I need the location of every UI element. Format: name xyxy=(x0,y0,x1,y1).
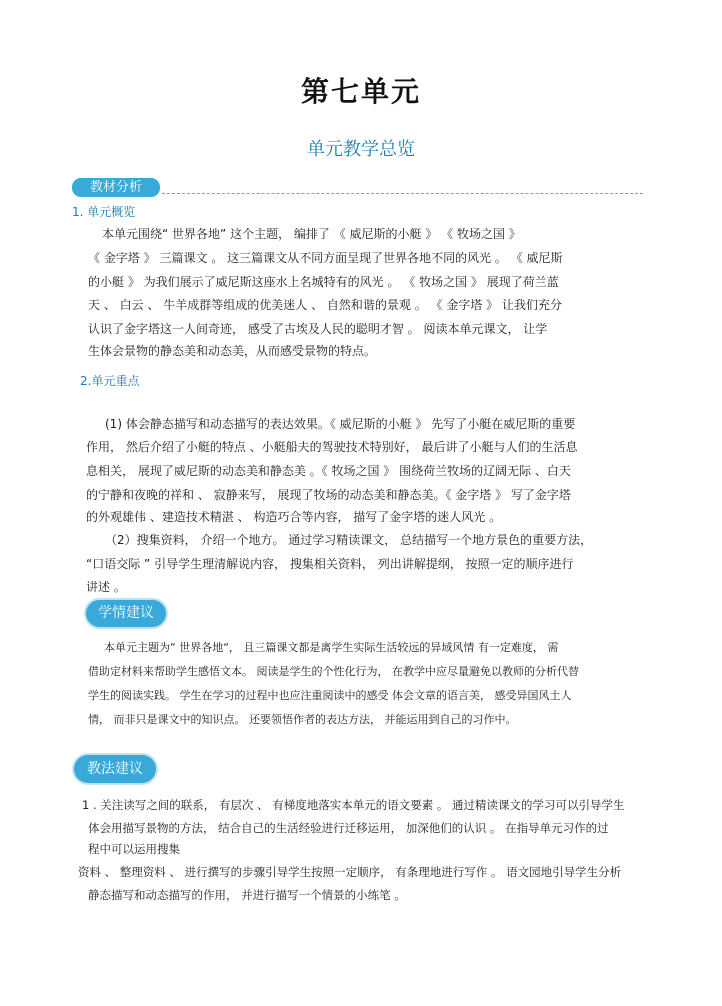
paragraph-line: 认识了金字塔这一人间奇迹， 感受了古埃及人民的聪明才智 。 阅读本单元课文， 让学 xyxy=(88,322,548,336)
section-tag-learning-advice: 学情建议 xyxy=(86,600,166,627)
paragraph-line: 息相关， 展现了威尼斯的动态美和静态美 。《 牧场之国 》 围绕荷兰牧场的辽阔无际 、白天 xyxy=(86,464,571,478)
paragraph-line: （2）搜集资料， 介绍一个地方。 通过学习精读课文， 总结描写一个地方景色的重要方法， xyxy=(105,533,593,547)
paragraph-line: 的宁静和夜晚的祥和 、 寂静来写， 展现了牧场的动态美和静态美。《 金字塔 》 写了金字塔 xyxy=(86,488,571,502)
paragraph-line: (1) 体会静态描写和动态描写的表达效果。《 威尼斯的小艇 》 先写了小艇在威尼斯的重要 xyxy=(105,417,576,431)
paragraph-line: 1 . 关注读写之间的联系， 有层次 、 有梯度地落实本单元的语文要素 。 通过精读课文的学习可以引导学生 xyxy=(82,798,625,812)
paragraph-line: 的外观雄伟 、建造技术精湛 、 构造巧合等内容， 描写了金字塔的迷人风光 。 xyxy=(86,510,502,524)
page-title: 第七单元 xyxy=(300,75,421,108)
paragraph-line: 讲述 。 xyxy=(86,580,126,594)
paragraph-line: 本单元主题为“ 世界各地“， 且三篇课文都是离学生实际生活较远的异域风情 有一定难度， 需 xyxy=(104,641,559,654)
paragraph-line: 的小艇 》 为我们展示了威尼斯这座水上名城特有的风光 。 《 牧场之国 》 展现了荷兰蓝 xyxy=(88,275,559,289)
paragraph-line: 资料 、 整理资料 、 进行撰写的步骤引导学生按照一定顺序， 有条理地进行写作 。 语文园地引导学生分析 xyxy=(78,865,622,879)
paragraph-line: 程中可以运用搜集 xyxy=(88,842,180,856)
paragraph-line: “口语交际 ” 引导学生理清解说内容， 搜集相关资料， 列出讲解提纲， 按照一定的顺序进行 xyxy=(86,557,574,571)
paragraph-line: 本单元围绕“ 世界各地” 这个主题， 编排了 《 威尼斯的小艇 》 《 牧场之国 》 xyxy=(102,227,521,241)
section-tag-teaching-method: 教法建议 xyxy=(74,755,156,783)
paragraph-line: 静态描写和动态描写的作用， 并进行描写一个情景的小练笔 。 xyxy=(88,888,406,902)
page-subtitle: 单元教学总览 xyxy=(307,139,415,160)
section-tag-textbook-analysis: 教材分析 xyxy=(72,178,160,197)
paragraph-line: 《 金字塔 》 三篇课文 。 这三篇课文从不同方面呈现了世界各地不同的风光 。 《 威尼斯 xyxy=(88,251,563,265)
heading-unit-focus: 2.单元重点 xyxy=(80,374,140,388)
paragraph-line: 作用， 然后介绍了小艇的特点 、小艇船夫的驾驶技术特别好， 最后讲了小艇与人们的生活息 xyxy=(86,440,578,454)
paragraph-line: 天 、 白云 、 牛羊成群等组成的优美迷人 、 自然和谐的景观 。 《 金字塔 》 让我们充分 xyxy=(88,298,562,312)
paragraph-line: 借助定材料来帮助学生感悟文本。 阅读是学生的个性化行为， 在教学中应尽量避免以教师的分析代替 xyxy=(88,665,579,678)
paragraph-line: 体会用描写景物的方法， 结合自己的生活经验进行迁移运用， 加深他们的认识 。 在指导单元习作的过 xyxy=(88,821,609,835)
heading-unit-overview: 1. 单元概览 xyxy=(72,205,136,219)
paragraph-line: 生体会景物的静态美和动态美，从而感受景物的特点。 xyxy=(88,344,377,358)
section-divider xyxy=(162,193,643,194)
paragraph-line: 学生的阅读实践。 学生在学习的过程中也应注重阅读中的感受 体会文章的语言美， 感受异国风土人 xyxy=(88,689,572,702)
paragraph-line: 情， 而非只是课文中的知识点。 还要领悟作者的表达方法， 并能运用到自己的习作中。 xyxy=(88,713,517,726)
